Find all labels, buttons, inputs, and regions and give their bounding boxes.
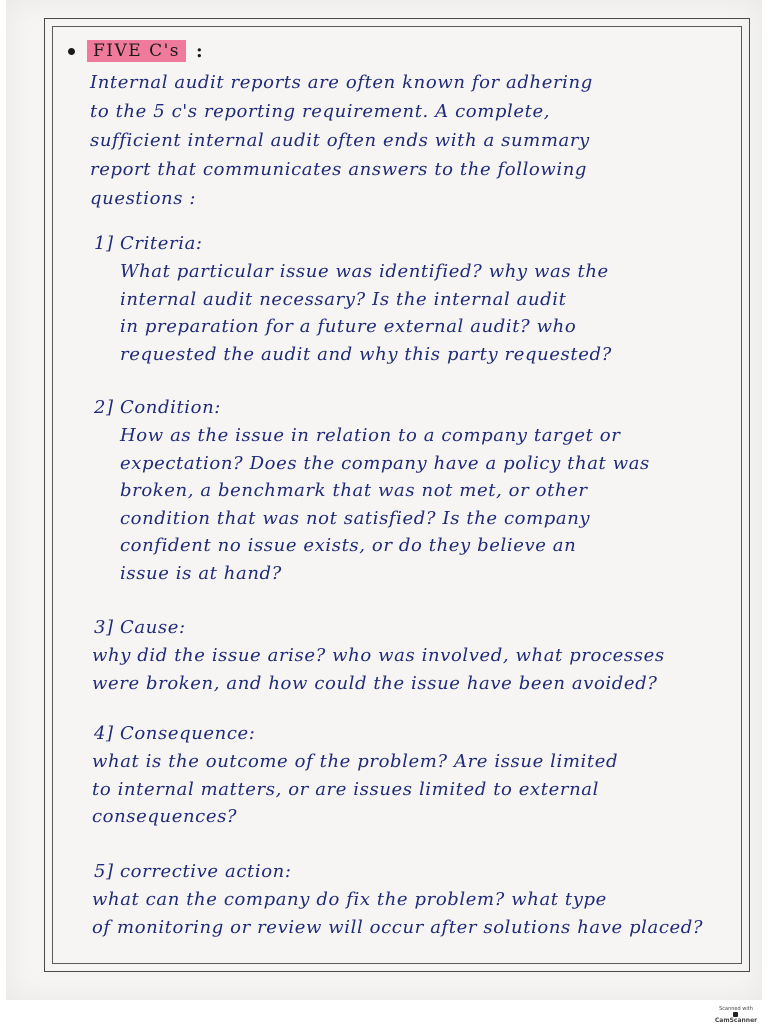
section-line: confident no issue exists, or do they believe an (120, 535, 577, 556)
section-consequence (90, 720, 730, 831)
section-line: were broken, and how could the issue have been avoided? (92, 672, 658, 694)
intro-line: questions : (90, 188, 197, 209)
intro-line: report that communicates answers to the following (90, 159, 588, 180)
section-line: What particular issue was identified? why was the (120, 261, 609, 282)
section-condition (90, 394, 730, 587)
intro-line: sufficient internal audit often ends with a summary (90, 130, 590, 151)
section-title: 1] Criteria: (94, 233, 203, 254)
section-cause (90, 614, 730, 697)
intro-line: to the 5 c's reporting requirement. A complete, (90, 101, 551, 122)
scanner-brand: CamScanner (714, 1017, 758, 1024)
page-content (90, 34, 722, 938)
section-line: what can the company do fix the problem? what type (92, 889, 607, 910)
section-title: 2] Condition: (94, 397, 221, 418)
heading-colon: : (196, 40, 204, 62)
section-line: broken, a benchmark that was not met, or other (120, 480, 588, 501)
section-line: why did the issue arise? who was involved, what processes (92, 645, 665, 666)
section-line: what is the outcome of the problem? Are issue limited (92, 751, 619, 772)
section-line: of monitoring or review will occur after solutions have placed? (92, 916, 704, 938)
notebook-page (6, 0, 762, 1000)
section-criteria (90, 230, 730, 368)
section-line: requested the audit and why this party requested? (120, 343, 612, 365)
intro-paragraph (90, 68, 722, 213)
section-line: expectation? Does the company have a policy that was (120, 452, 650, 474)
bullet-icon (68, 48, 75, 55)
page-heading: FIVE C's (87, 40, 186, 62)
section-title: 5] corrective action: (94, 861, 292, 882)
scanner-caption: Scanned with (719, 1006, 753, 1012)
section-line: to internal matters, or are issues limited to external (92, 778, 599, 800)
section-line: issue is at hand? (120, 562, 282, 584)
section-line: How as the issue in relation to a company target or (120, 425, 621, 446)
intro-line: Internal audit reports are often known for adhering (90, 72, 593, 93)
heading-row (68, 34, 722, 68)
section-line: internal audit necessary? Is the internal audit (120, 288, 567, 310)
section-title: 3] Cause: (94, 617, 186, 638)
section-line: condition that was not satisfied? Is the company (120, 507, 591, 529)
section-line: consequences? (92, 806, 238, 827)
section-corrective-action (90, 858, 730, 941)
section-title: 4] Consequence: (94, 723, 256, 744)
section-line: in preparation for a future external audit? who (120, 316, 577, 337)
scanner-watermark (712, 1006, 760, 1024)
